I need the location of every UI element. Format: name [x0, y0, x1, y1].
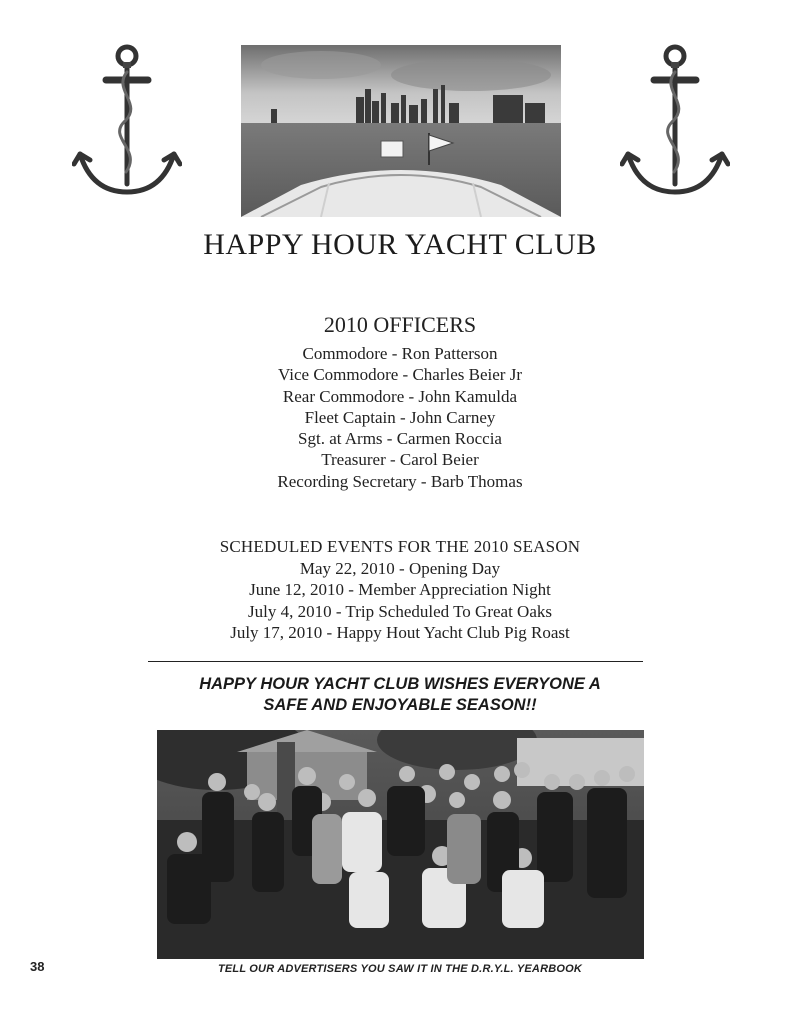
event-item: July 4, 2010 - Trip Scheduled To Great Oaks [247, 601, 552, 621]
wish-message [0, 674, 800, 716]
officer-item: Sgt. at Arms - Carmen Roccia [298, 429, 502, 449]
officer-item: Fleet Captain - John Carney [304, 407, 496, 427]
officer-item: Treasurer - Carol Beier [321, 450, 479, 470]
wish-line-2: SAFE AND ENJOYABLE SEASON!! [263, 696, 537, 714]
divider-rule [148, 661, 643, 662]
page-title: HAPPY HOUR YACHT CLUB [203, 228, 597, 261]
footer-text: TELL OUR ADVERTISERS YOU SAW IT IN THE D.R.Y.L. YEARBOOK [217, 963, 583, 975]
anchor-icon-right [620, 42, 730, 202]
event-item: June 12, 2010 - Member Appreciation Night [249, 580, 551, 600]
anchor-icon [620, 42, 730, 202]
wish-line-1: HAPPY HOUR YACHT CLUB WISHES EVERYONE A [199, 675, 601, 693]
top-photo [241, 45, 561, 217]
event-item: July 17, 2010 - Happy Hout Yacht Club Pig Roast [230, 622, 570, 642]
events-list [0, 558, 800, 643]
group-photo [157, 730, 644, 959]
officer-item: Commodore - Ron Patterson [302, 344, 498, 363]
officer-item: Rear Commodore - John Kamulda [282, 386, 518, 406]
boat-bow-skyline-image [241, 45, 561, 217]
event-item: May 22, 2010 - Opening Day [299, 559, 501, 578]
page-number: 38 [30, 959, 45, 974]
officer-item: Recording Secretary - Barb Thomas [277, 471, 523, 491]
officers-list [0, 343, 800, 492]
anchor-icon [72, 42, 182, 202]
club-members-group-image [157, 730, 644, 959]
events-heading: SCHEDULED EVENTS FOR THE 2010 SEASON [219, 537, 581, 556]
officers-heading: 2010 OFFICERS [323, 312, 477, 337]
officer-item: Vice Commodore - Charles Beier Jr [278, 365, 522, 385]
anchor-icon-left [72, 42, 182, 202]
